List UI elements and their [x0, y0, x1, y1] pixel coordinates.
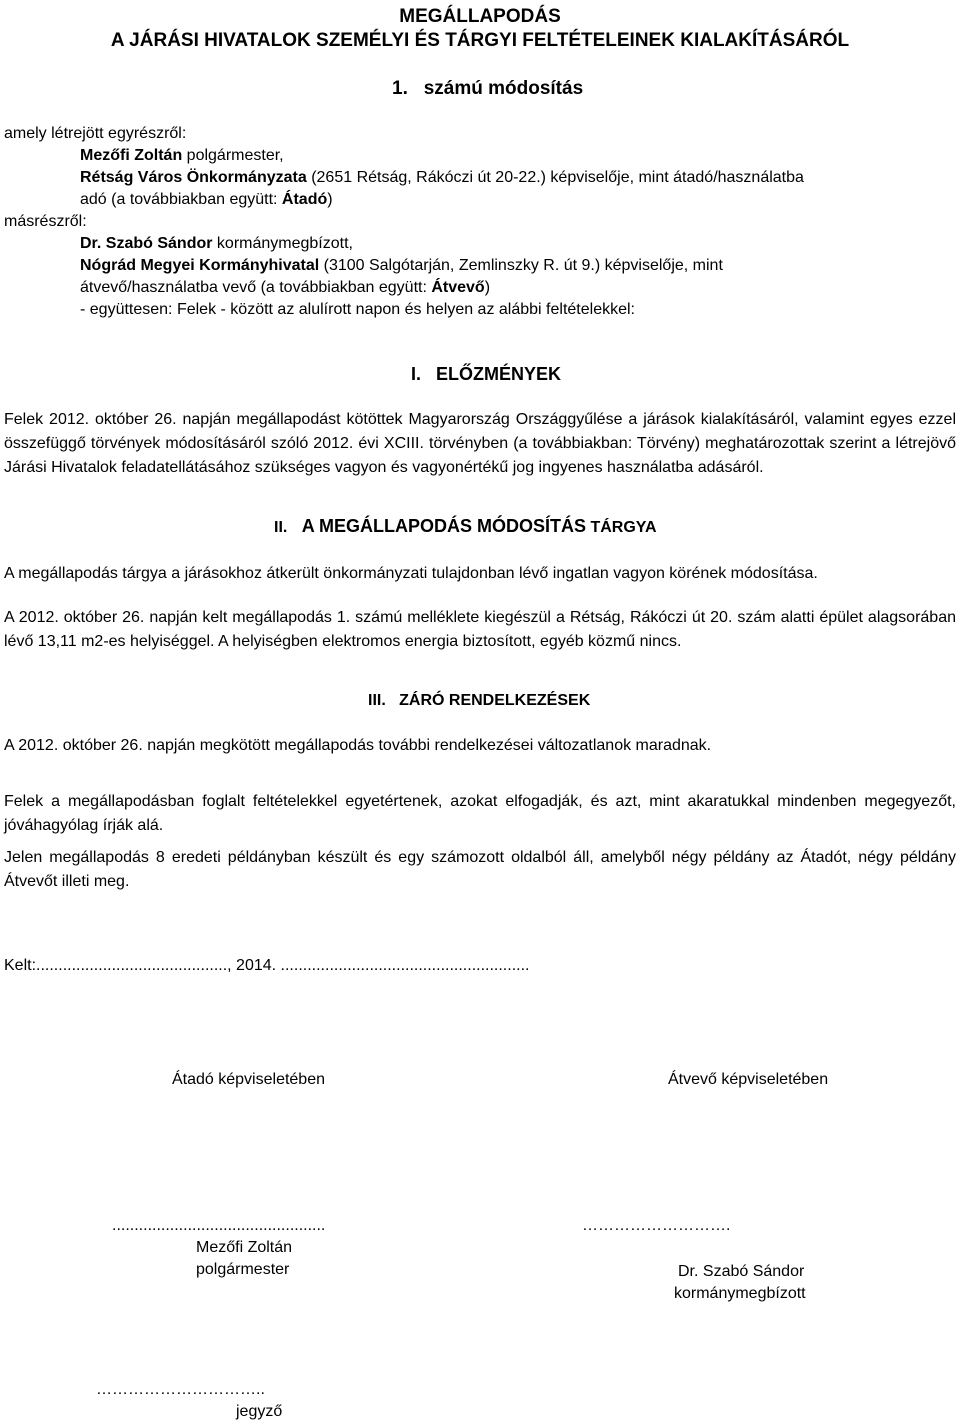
section1-paragraph: Felek 2012. október 26. napján megállapodást kötöttek Magyarország Országgyűlése a járások kialakításáról, valamint egyes ezzel összefüggő törvények módosításáról szóló 2012. évi XCIII. törvényben (a továbbiakban: Törvény) meghatározottak szerint a létrejövő Járási Hivatalok feladatellátásához szükséges vagyon és vagyonértékű jog ingyenes használatba adásáról.: [4, 411, 956, 476]
party1-alias-line: [80, 190, 333, 210]
notary-signature-line: …………………………..: [96, 1381, 265, 1398]
left-signature-caption: Átadó képviseletében: [172, 1071, 325, 1088]
right-signature-caption: Átvevő képviseletében: [668, 1071, 829, 1088]
party2-alias-pre: átvevő/használatba vevő (a továbbiakban együtt:: [80, 279, 432, 296]
right-signature-line: ……………………….: [582, 1217, 731, 1234]
parties-together: - együttesen: Felek - között az alulírott napon és helyen az alábbi feltételekkel:: [80, 301, 635, 318]
party-intro-1: amely létrejött egyrészről:: [4, 125, 187, 142]
right-signatory-title: kormánymegbízott: [674, 1285, 806, 1302]
party2-name: Dr. Szabó Sándor: [80, 235, 213, 252]
section3-paragraph-1: A 2012. október 26. napján megkötött megállapodás további rendelkezései változatlanok maradnak.: [4, 737, 712, 754]
party1-org: Rétság Város Önkormányzata: [80, 169, 307, 186]
left-signatory-title: polgármester: [196, 1261, 290, 1278]
party2-alias-post: ): [484, 279, 491, 296]
party2-organization-line: [80, 256, 723, 276]
section1-title: ELŐZMÉNYEK: [436, 364, 562, 384]
party2-representative: [80, 234, 353, 254]
party2-alias: Átvevő: [431, 279, 485, 296]
section3-paragraph-3: Jelen megállapodás 8 eredeti példányban készült és egy számozott oldalból áll, amelyből négy példány az Átadót, négy példány Átvevőt illeti meg.: [4, 849, 956, 890]
party1-name: Mezőfi Zoltán: [80, 147, 183, 164]
party1-role: polgármester,: [182, 147, 284, 164]
left-signature-line: ................................................: [112, 1217, 326, 1234]
amendment-number: 1.: [392, 78, 408, 99]
section2-title-suffix: TÁRGYA: [586, 519, 657, 536]
party1-alias-post: ): [327, 191, 333, 208]
party2-address: (3100 Salgótarján, Zemlinszky R. út 9.) képviselője, mint: [319, 257, 723, 274]
section2-title: A MEGÁLLAPODÁS MÓDOSÍTÁS: [301, 516, 587, 536]
amendment-label: számú módosítás: [423, 78, 584, 99]
section2-paragraph-2: A 2012. október 26. napján kelt megállapodás 1. számú melléklete kiegészül a Rétság, Rákóczi út 20. szám alatti épület alagsorában lévő 13,11 m2-es helyiséggel. A helyiségben elektromos energia biztosított, egyéb közmű nincs.: [4, 609, 956, 650]
notary-title: jegyző: [236, 1403, 283, 1420]
party1-address: (2651 Rétság, Rákóczi út 20-22.) képviselője, mint átadó/használatba: [306, 169, 804, 186]
party2-alias-line: [80, 278, 490, 298]
section3-title: ZÁRÓ RENDELKEZÉSEK: [399, 692, 591, 709]
section3-heading: [368, 692, 590, 710]
section2-heading: [274, 516, 657, 537]
section3-paragraph-2: Felek a megállapodásban foglalt feltételekkel egyetértenek, azokat elfogadják, és azt, mint akaratukkal mindenben megegyezőt, jóváhagyólag írják alá.: [4, 793, 956, 834]
party1-organization-line: [80, 168, 804, 188]
party1-alias: Átadó: [281, 191, 328, 208]
document-title: MEGÁLLAPODÁS: [399, 6, 561, 27]
party2-org: Nógrád Megyei Kormányhivatal: [80, 257, 320, 274]
place-date-line: Kelt:..........................................., 2014. ........................................................: [4, 957, 530, 974]
amendment-heading: [392, 78, 583, 100]
section2-paragraph-1: A megállapodás tárgya a járásokhoz átkerült önkormányzati tulajdonban lévő ingatlan vagyon körének módosítása.: [4, 565, 818, 582]
right-signatory-name: Dr. Szabó Sándor: [678, 1263, 805, 1280]
section3-number: III.: [368, 692, 386, 709]
document-subtitle: A JÁRÁSI HIVATALOK SZEMÉLYI ÉS TÁRGYI FELTÉTELEINEK KIALAKÍTÁSÁRÓL: [110, 30, 850, 51]
party-intro-2: másrészről:: [4, 213, 87, 230]
section2-number: II.: [274, 519, 288, 536]
party2-role: kormánymegbízott,: [212, 235, 353, 252]
party1-alias-pre: adó (a továbbiakban együtt:: [80, 191, 282, 208]
section1-number: I.: [411, 364, 422, 384]
left-signatory-name: Mezőfi Zoltán: [196, 1239, 293, 1256]
party1-representative: [80, 146, 284, 166]
section1-heading: [411, 364, 561, 385]
